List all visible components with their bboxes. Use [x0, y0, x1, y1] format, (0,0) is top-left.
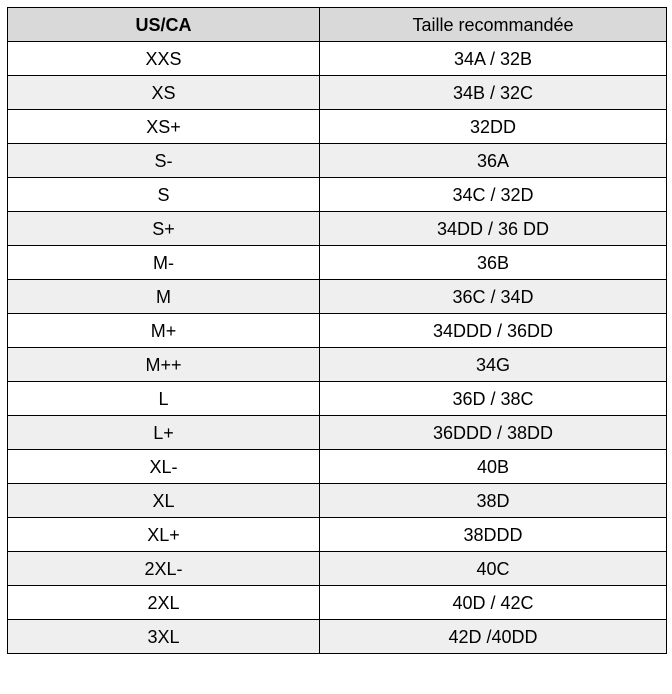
- recommended-size-cell: 36B: [320, 246, 667, 280]
- table-header: [8, 8, 667, 42]
- header-row: [8, 8, 667, 42]
- recommended-size-cell: 42D /40DD: [320, 620, 667, 654]
- table-row: [8, 416, 667, 450]
- table-row: [8, 586, 667, 620]
- table-row: [8, 314, 667, 348]
- recommended-size-cell: 38DDD: [320, 518, 667, 552]
- recommended-size-cell: 34DDD / 36DD: [320, 314, 667, 348]
- recommended-size-cell: 40C: [320, 552, 667, 586]
- recommended-size-cell: 40B: [320, 450, 667, 484]
- table-row: [8, 144, 667, 178]
- recommended-size-cell: 36C / 34D: [320, 280, 667, 314]
- table-row: [8, 484, 667, 518]
- us-ca-size-cell: M-: [8, 246, 320, 280]
- us-ca-size-cell: M+: [8, 314, 320, 348]
- us-ca-size-cell: S-: [8, 144, 320, 178]
- recommended-size-cell: 34C / 32D: [320, 178, 667, 212]
- table-row: [8, 552, 667, 586]
- us-ca-size-cell: 2XL: [8, 586, 320, 620]
- us-ca-size-cell: 2XL-: [8, 552, 320, 586]
- recommended-size-cell: 36DDD / 38DD: [320, 416, 667, 450]
- recommended-size-cell: 40D / 42C: [320, 586, 667, 620]
- header-us-ca: US/CA: [8, 8, 320, 42]
- table-row: [8, 518, 667, 552]
- size-chart-table: [7, 7, 667, 654]
- table-row: [8, 450, 667, 484]
- us-ca-size-cell: L: [8, 382, 320, 416]
- table-row: [8, 42, 667, 76]
- us-ca-size-cell: XS: [8, 76, 320, 110]
- us-ca-size-cell: XL+: [8, 518, 320, 552]
- us-ca-size-cell: XL: [8, 484, 320, 518]
- table-body: [8, 42, 667, 654]
- us-ca-size-cell: 3XL: [8, 620, 320, 654]
- recommended-size-cell: 32DD: [320, 110, 667, 144]
- table-row: [8, 348, 667, 382]
- us-ca-size-cell: XS+: [8, 110, 320, 144]
- recommended-size-cell: 38D: [320, 484, 667, 518]
- us-ca-size-cell: M++: [8, 348, 320, 382]
- us-ca-size-cell: S: [8, 178, 320, 212]
- table-row: [8, 280, 667, 314]
- recommended-size-cell: 34B / 32C: [320, 76, 667, 110]
- recommended-size-cell: 34DD / 36 DD: [320, 212, 667, 246]
- recommended-size-cell: 36A: [320, 144, 667, 178]
- table-row: [8, 76, 667, 110]
- us-ca-size-cell: XXS: [8, 42, 320, 76]
- table-row: [8, 620, 667, 654]
- recommended-size-cell: 34G: [320, 348, 667, 382]
- recommended-size-cell: 34A / 32B: [320, 42, 667, 76]
- header-recommended-size: Taille recommandée: [320, 8, 667, 42]
- table-row: [8, 212, 667, 246]
- us-ca-size-cell: XL-: [8, 450, 320, 484]
- table-row: [8, 110, 667, 144]
- us-ca-size-cell: L+: [8, 416, 320, 450]
- us-ca-size-cell: S+: [8, 212, 320, 246]
- recommended-size-cell: 36D / 38C: [320, 382, 667, 416]
- table-row: [8, 246, 667, 280]
- table-row: [8, 382, 667, 416]
- table-row: [8, 178, 667, 212]
- us-ca-size-cell: M: [8, 280, 320, 314]
